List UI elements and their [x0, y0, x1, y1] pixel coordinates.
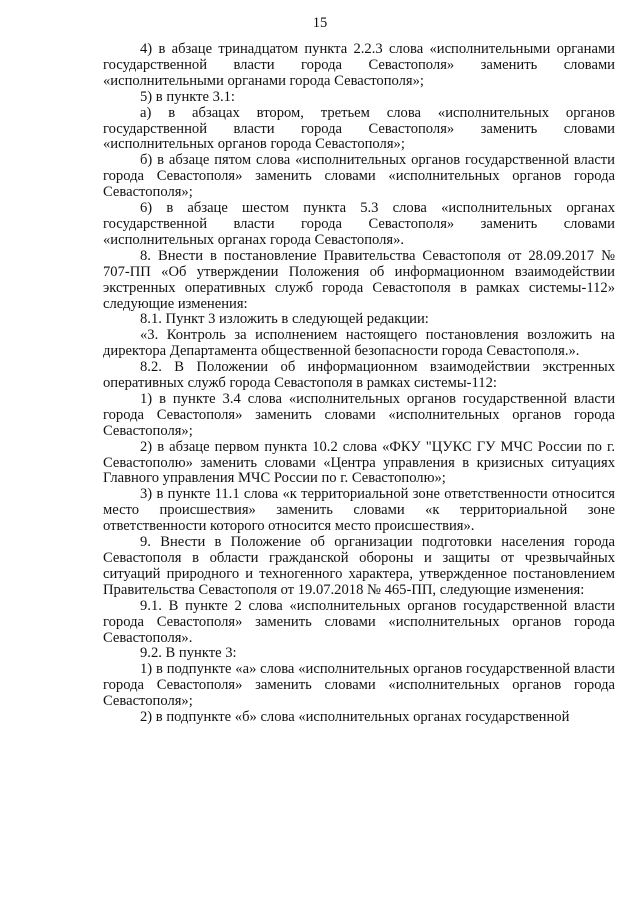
paragraph-8-2-item-2: 2) в абзаце первом пункта 10.2 слова «ФКУ "ЦУКС ГУ МЧС России по г. Севастополю» заменить словами «Центра управления в кризисных ситуациях Главного управления МЧС России по г. Севастополю»;	[103, 438, 615, 487]
paragraph-8-1: 8.1. Пункт 3 изложить в следующей редакции:	[140, 311, 429, 328]
page-number: 15	[312, 15, 328, 31]
paragraph-5-intro: 5) в пункте 3.1:	[140, 88, 235, 105]
paragraph-8-2: 8.2. В Положении об информационном взаимодействии экстренных оперативных служб города Севастополя в рамках системы-112:	[103, 359, 615, 392]
paragraph-5b: б) в абзаце пятом слова «исполнительных органов государственной власти города Севастополя» заменить словами «исполнительных органов города Севастополя»;	[103, 152, 615, 201]
paragraph-8: 8. Внести в постановление Правительства Севастополя от 28.09.2017 № 707-ПП «Об утверждении Положения об информационном взаимодействии экстренных оперативных служб города Севастополя в рамках системы-112» следующие изменения:	[103, 247, 615, 312]
paragraph-6: 6) в абзаце шестом пункта 5.3 слова «исполнительных органах государственной власти города Севастополя» заменить словами «исполнительных органах города Севастополя».	[103, 200, 615, 248]
paragraph-9-2-item-1: 1) в подпункте «а» слова «исполнительных органов государственной власти города Севастополя» заменить словами «исполнительных органов города Севастополя»;	[103, 661, 615, 710]
paragraph-4-clause-2-2-3: 4) в абзаце тринадцатом пункта 2.2.3 слова «исполнительными органами государственной власти города Севастополя» заменить словами «исполнительными органами города Севастополя»;	[103, 41, 615, 89]
paragraph-8-1-text: «3. Контроль за исполнением настоящего постановления возложить на директора Департамента общественной безопасности города Севастополя.».	[103, 327, 615, 360]
paragraph-9: 9. Внести в Положение об организации подготовки населения города Севастополя в области гражданской обороны и защиты от чрезвычайных ситуаций природного и техногенного характера, утвержденное постановлением Правительства Севастополя от 19.07.2018 № 465-ПП, следующие изменения:	[103, 534, 615, 598]
paragraph-5a: а) в абзацах втором, третьем слова «исполнительных органов государственной власти города Севастополя» заменить словами «исполнительных органов города Севастополя»;	[103, 104, 615, 153]
paragraph-9-2: 9.2. В пункте 3:	[140, 645, 237, 662]
paragraph-9-2-item-2: 2) в подпункте «б» слова «исполнительных органах государственной	[140, 709, 570, 726]
document-body	[103, 42, 615, 726]
paragraph-9-1: 9.1. В пункте 2 слова «исполнительных органов государственной власти города Севастополя» заменить словами «исполнительных органов города Севастополя».	[103, 597, 615, 646]
paragraph-8-2-item-1: 1) в пункте 3.4 слова «исполнительных органов государственной власти города Севастополя» заменить словами «исполнительных органов города Севастополя»;	[103, 390, 615, 439]
paragraph-8-2-item-3: 3) в пункте 11.1 слова «к территориальной зоне ответственности относится место происшествия» заменить словами «к территориальной зоне ответственности которого относится место происшествия».	[103, 486, 615, 535]
